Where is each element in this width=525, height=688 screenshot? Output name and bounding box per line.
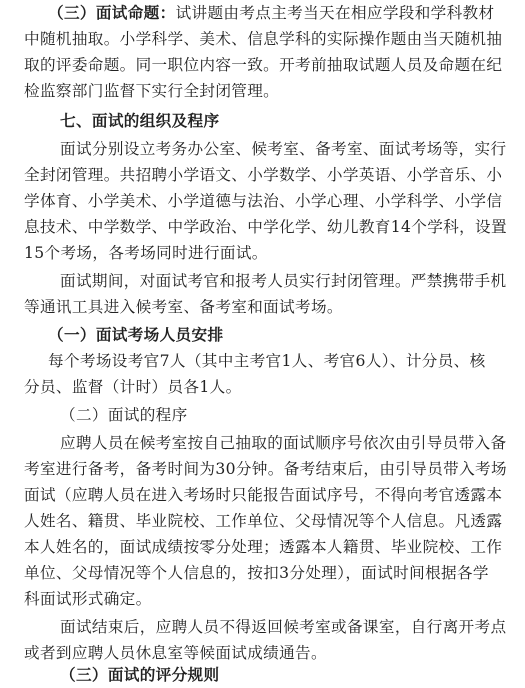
text-segment: 人姓名、籍贯、毕业院校、工作单位、父母情况等个人信息。凡透露 <box>24 512 503 530</box>
paragraph-line-12 <box>24 294 343 320</box>
paragraph-line-23 <box>24 586 152 612</box>
paragraph-line-19 <box>24 482 502 508</box>
paragraph-line-17 <box>60 430 506 456</box>
subsection-heading-examiners <box>48 322 223 348</box>
text-segment: 分员、监督（计时）员各1人。 <box>24 378 242 396</box>
paragraph-line-8 <box>24 188 502 214</box>
text-segment: 科面试形式确定。 <box>24 590 152 608</box>
text-segment: 取的评委命题。同一职位内容一致。开考前抽取试题人员及命题在纪 <box>24 56 503 74</box>
text-segment: 考室进行备考，备考时间为30分钟。备考结束后，由引导员带入考场 <box>24 460 507 478</box>
paragraph-line-14 <box>48 348 486 374</box>
paragraph-line-22 <box>24 560 489 586</box>
text-segment: 面试期间，对面试考官和报考人员实行封闭管理。严禁携带手机 <box>60 272 507 290</box>
paragraph-line-9 <box>24 214 507 240</box>
text-segment: 应聘人员在候考室按自己抽取的面试顺序号依次由引导员带入备 <box>60 434 507 452</box>
heading-text: （二）面试的程序 <box>60 406 188 424</box>
text-segment: 检监察部门监督下实行全封闭管理。 <box>24 82 280 100</box>
paragraph-line-2 <box>24 26 502 52</box>
paragraph-line-4 <box>24 78 279 104</box>
text-segment: 全封闭管理。共招聘小学语文、小学数学、小学英语、小学音乐、小 <box>24 166 503 184</box>
paragraph-line-7 <box>24 162 502 188</box>
subsection-heading-procedure <box>60 402 188 428</box>
heading-text: 七、面试的组织及程序 <box>60 111 220 130</box>
subsection-heading-scoring-rules <box>60 662 219 688</box>
paragraph-line-3 <box>24 52 502 78</box>
text-segment: 或者到应聘人员休息室等候面试成绩通告。 <box>24 644 327 662</box>
text-segment: 息技术、中学数学、中学政治、中学化学、幼儿教育14个学科，设置 <box>24 218 507 236</box>
paragraph-line-1 <box>48 0 494 26</box>
text-segment: 每个考场设考官7人（其中主考官1人、考官6人）、计分员、核 <box>48 352 486 370</box>
heading-text: （三）面试的评分规则 <box>60 666 220 684</box>
paragraph-line-15 <box>24 374 242 400</box>
text-segment: 本人姓名的，面试成绩按零分处理；透露本人籍贯、毕业院校、工作 <box>24 538 503 556</box>
paragraph-line-10 <box>24 240 268 266</box>
text-segment: 单位、父母情况等个人信息的，按扣3分处理），面试时间根据各学 <box>24 564 489 582</box>
heading-text: （一）面试考场人员安排 <box>48 326 224 344</box>
paragraph-line-6 <box>60 136 506 162</box>
paragraph-line-11 <box>60 268 506 294</box>
text-segment: 学体育、小学美术、小学道德与法治、小学心理、小学科学、小学信 <box>24 192 503 210</box>
paragraph-line-18 <box>24 456 507 482</box>
text-segment: 试讲题由考点主考当天在相应学段和学科教材 <box>175 4 495 22</box>
text-segment: 面试（应聘人员在进入考场时只能报告面试序号，不得向考官透露本 <box>24 486 503 504</box>
text-segment: 面试分别设立考务办公室、候考室、备考室、面试考场等，实行 <box>60 140 507 158</box>
paragraph-line-20 <box>24 508 502 534</box>
text-segment: 15个考场，各考场同时进行面试。 <box>24 244 268 262</box>
text-segment: 面试结束后，应聘人员不得返回候考室或备课室，自行离开考点 <box>60 618 507 636</box>
section-heading-organization <box>60 108 219 134</box>
paragraph-line-24 <box>60 614 506 640</box>
paragraph-line-21 <box>24 534 502 560</box>
section-heading-interview-questions: （三）面试命题： <box>48 3 176 22</box>
text-segment: 等通讯工具进入候考室、备考室和面试考场。 <box>24 298 343 316</box>
text-segment: 中随机抽取。小学科学、美术、信息学科的实际操作题由当天随机抽 <box>24 30 503 48</box>
